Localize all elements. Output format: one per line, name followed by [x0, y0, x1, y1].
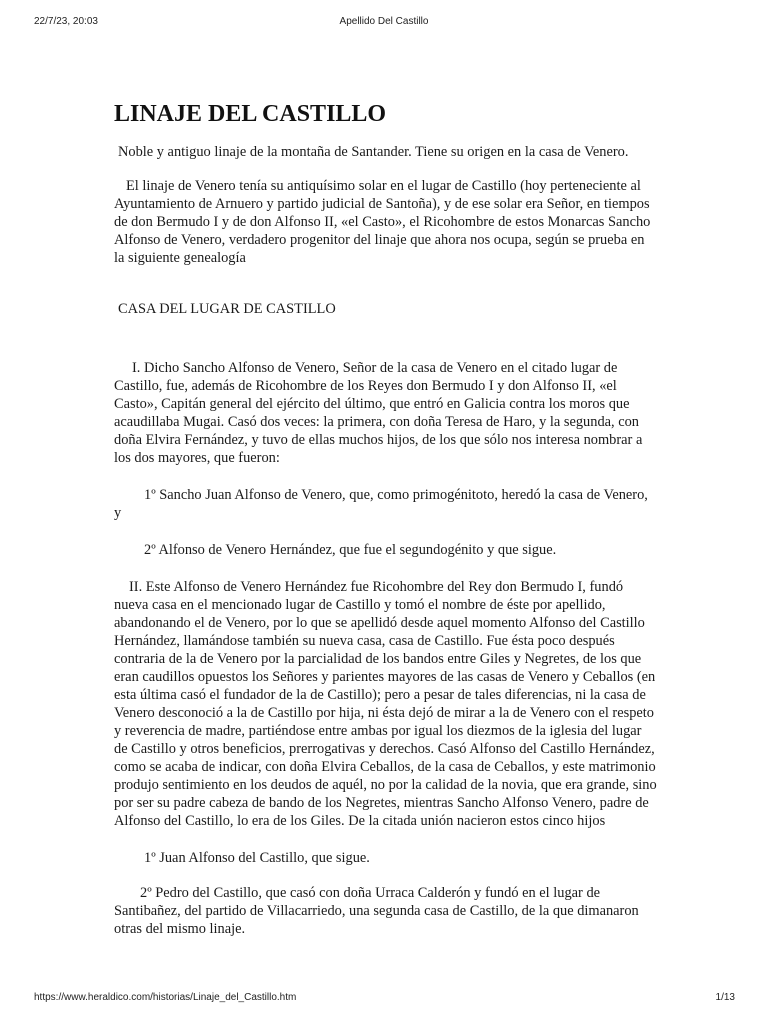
print-footer: [0, 992, 768, 1008]
son-item-1: 1º Sancho Juan Alfonso de Venero, que, como primogénitoto, heredó la casa de Venero, y: [114, 487, 648, 521]
source-url: https://www.heraldico.com/historias/Linaje_del_Castillo.htm: [34, 992, 297, 1003]
page-number: 1/13: [715, 992, 735, 1003]
genealogy-paragraph-i: I. Dicho Sancho Alfonso de Venero, Señor de la casa de Venero en el citado lugar de Castillo, fue, además de Ricohombre de los Reyes don Bermudo I y don Alfonso II, «el Casto», Capitán general del ejército del último, que entró en Galicia contra los moros que acaudillaba Mugai. Casó dos veces: la primera, con doña Teresa de Haro, y la segunda, con doña Elvira Fernández, y tuvo de ellas muchos hijos, de los que sólo nos interesa nombrar a los dos mayores, que fueron:: [114, 360, 643, 466]
intro-paragraph: Noble y antiguo linaje de la montaña de Santander. Tiene su origen en la casa de Venero.: [118, 144, 629, 160]
solar-paragraph: El linaje de Venero tenía su antiquísimo solar en el lugar de Castillo (hoy perteneciente al Ayuntamiento de Arnuero y partido judicial de Santoña), y de ese solar era Señor, en tiempos de don Bermudo I y de don Alfonso II, «el Casto», el Ricohombre de estos Monarcas Sancho Alfonso de Venero, verdadero progenitor del linaje que ahora nos ocupa, según se prueba en la siguiente genealogía: [114, 178, 651, 266]
child-item-2: 2º Pedro del Castillo, que casó con doña Urraca Calderón y fundó en el lugar de Santibañez, del partido de Villacarriedo, una segunda casa de Castillo, de la que dimanaron otras del mismo linaje.: [114, 885, 639, 937]
genealogy-paragraph-ii: II. Este Alfonso de Venero Hernández fue Ricohombre del Rey don Bermudo I, fundó nueva casa en el mencionado lugar de Castillo y tomó el nombre de éste por apellido, abandonando el de Venero, por lo que se apellidó desde aquel momento Alfonso del Castillo Hernández, llamándose también su nueva casa, casa de Castillo. Fue ésta poco después contraria de la de Venero por la parcialidad de los bandos entre Giles y Negretes, de los que eran caudillos opuestos los Señores y parientes mayores de las casas de Venero y Ceballos (en esta última casó el fundador de la de Castillo); pero a pesar de tales diferencias, ni la casa de Venero desconoció a la de Castillo por hija, ni ésta dejó de mirar a la de Venero con el respeto y reverencia de madre, partiéndose entre ambas por igual los diezmos de la iglesia del lugar de Castillo y otros beneficios, prerrogativas y derechos. Casó Alfonso del Castillo Hernández, como se acaba de indicar, con doña Elvira Ceballos, de la casa de Ceballos, y este matrimonio produjo sentimiento en los deudos de aquél, no por la calidad de la novia, que era grande, sino por ser su padre cabeza de bando de los Negretes, mientras Sancho Alfonso Venero, padre de Alfonso del Castillo, lo era de los Giles. De la citada unión nacieron estos cinco hijos: [114, 579, 657, 829]
document-body: [114, 96, 658, 938]
child-item-1: 1º Juan Alfonso del Castillo, que sigue.: [144, 850, 370, 866]
print-date: 22/7/23, 20:03: [34, 16, 98, 27]
section-title: CASA DEL LUGAR DE CASTILLO: [118, 301, 336, 317]
print-document-title: Apellido Del Castillo: [339, 16, 429, 27]
page-title: LINAJE DEL CASTILLO: [114, 101, 387, 127]
son-item-2: 2º Alfonso de Venero Hernández, que fue el segundogénito y que sigue.: [144, 542, 557, 558]
print-header: [0, 16, 768, 32]
